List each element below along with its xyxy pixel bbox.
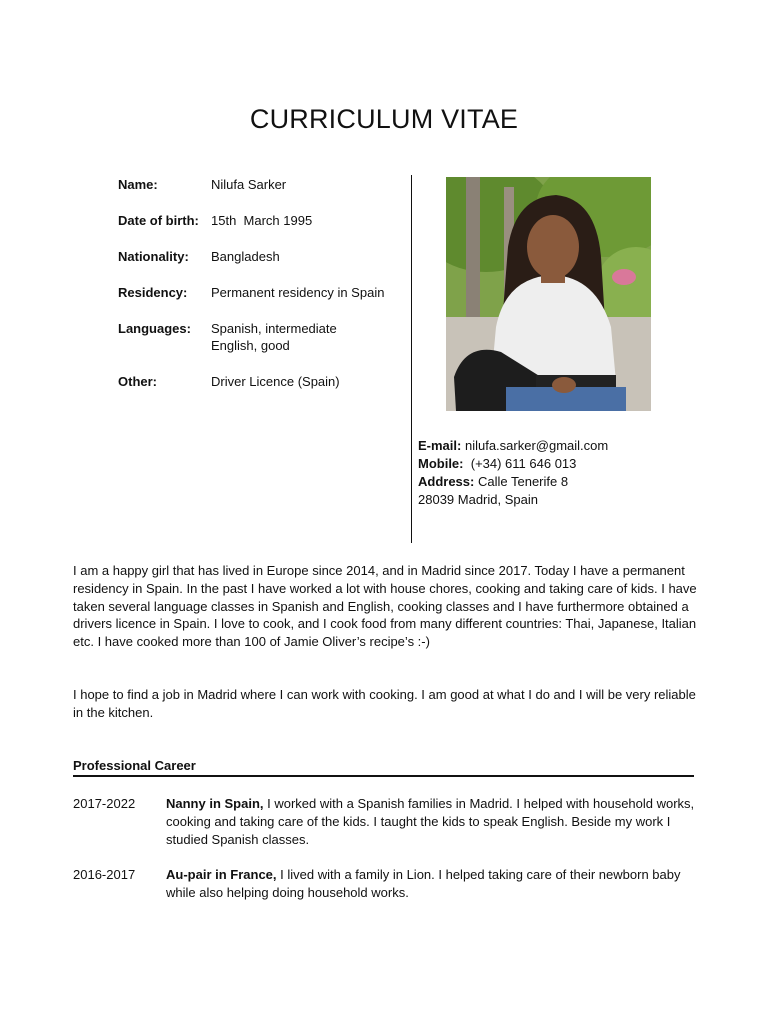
job-role: Au-pair in France, — [166, 867, 277, 882]
address-row — [418, 473, 718, 491]
email-label: E-mail: — [418, 438, 462, 453]
address-line1: Calle Tenerife 8 — [477, 474, 569, 489]
mobile-row — [418, 455, 718, 473]
job-role: Nanny in Spain, — [166, 796, 264, 811]
other-value: Driver Licence (Spain) — [211, 374, 340, 389]
dob-label: Date of birth: — [118, 213, 199, 228]
other-label: Other: — [118, 374, 157, 389]
mobile-value: (+34) 611 646 013 — [470, 456, 577, 471]
language-spanish: Spanish, intermediate — [211, 321, 337, 336]
residency-label: Residency: — [118, 285, 188, 300]
job-years: 2016-2017 — [73, 867, 136, 882]
name-value: Nilufa Sarker — [211, 177, 287, 192]
info-row-nationality — [118, 248, 408, 265]
mobile-label: Mobile: — [418, 456, 464, 471]
profile-photo — [446, 177, 651, 411]
job-years: 2017-2022 — [73, 796, 136, 811]
job-text: I worked with a Spanish families in Madrid. I helped with household works, cooking and taking care of the kids. I taught the kids to speak English. Beside my work I studied Spanish classes. — [166, 796, 695, 847]
job-entry — [73, 795, 698, 848]
name-label: Name: — [118, 177, 158, 192]
nationality-label: Nationality: — [118, 249, 189, 264]
info-row-languages — [118, 320, 408, 354]
email-row — [418, 437, 718, 455]
residency-value: Permanent residency in Spain — [211, 285, 385, 300]
language-english: English, good — [211, 338, 290, 353]
info-row-name — [118, 176, 408, 193]
about-paragraph-1: I am a happy girl that has lived in Europe since 2014, and in Madrid since 2017. Today I have a permanent residency in Spain. In the past I have worked a lot with house chores, cooking and taking care of kids. I have taken several language classes in Spanish and English, cooking classes and I have furthermore obtained a drivers licence in Spain. I love to cook, and I cook food from many different countries: Thai, Japanese, Italian etc. I have cooked more than 100 of Jamie Oliver’s recipe’s :-) — [73, 563, 697, 650]
address-line2: 28039 Madrid, Spain — [418, 492, 538, 507]
job-entry — [73, 866, 698, 902]
info-row-other — [118, 373, 408, 390]
languages-label: Languages: — [118, 321, 191, 336]
languages-values — [211, 320, 408, 354]
job-description — [166, 866, 698, 902]
about-paragraph-2: I hope to find a job in Madrid where I can work with cooking. I am good at what I do and I will be very reliable in the kitchen. — [73, 687, 696, 720]
dob-value: 15th March 1995 — [211, 213, 313, 228]
cv-title: CURRICULUM VITAE — [249, 104, 519, 134]
personal-info — [118, 176, 408, 409]
vertical-divider — [411, 175, 412, 543]
job-text: I lived with a family in Lion. I helped taking care of their newborn baby while also helping doing household works. — [166, 867, 681, 900]
info-row-residency — [118, 284, 408, 301]
section-heading-career: Professional Career — [73, 758, 694, 777]
info-row-dob — [118, 212, 408, 229]
job-description — [166, 795, 698, 848]
email-value: nilufa.sarker@gmail.com — [464, 438, 609, 453]
address-label: Address: — [418, 474, 475, 489]
nationality-value: Bangladesh — [211, 249, 280, 264]
contact-info — [418, 437, 718, 509]
